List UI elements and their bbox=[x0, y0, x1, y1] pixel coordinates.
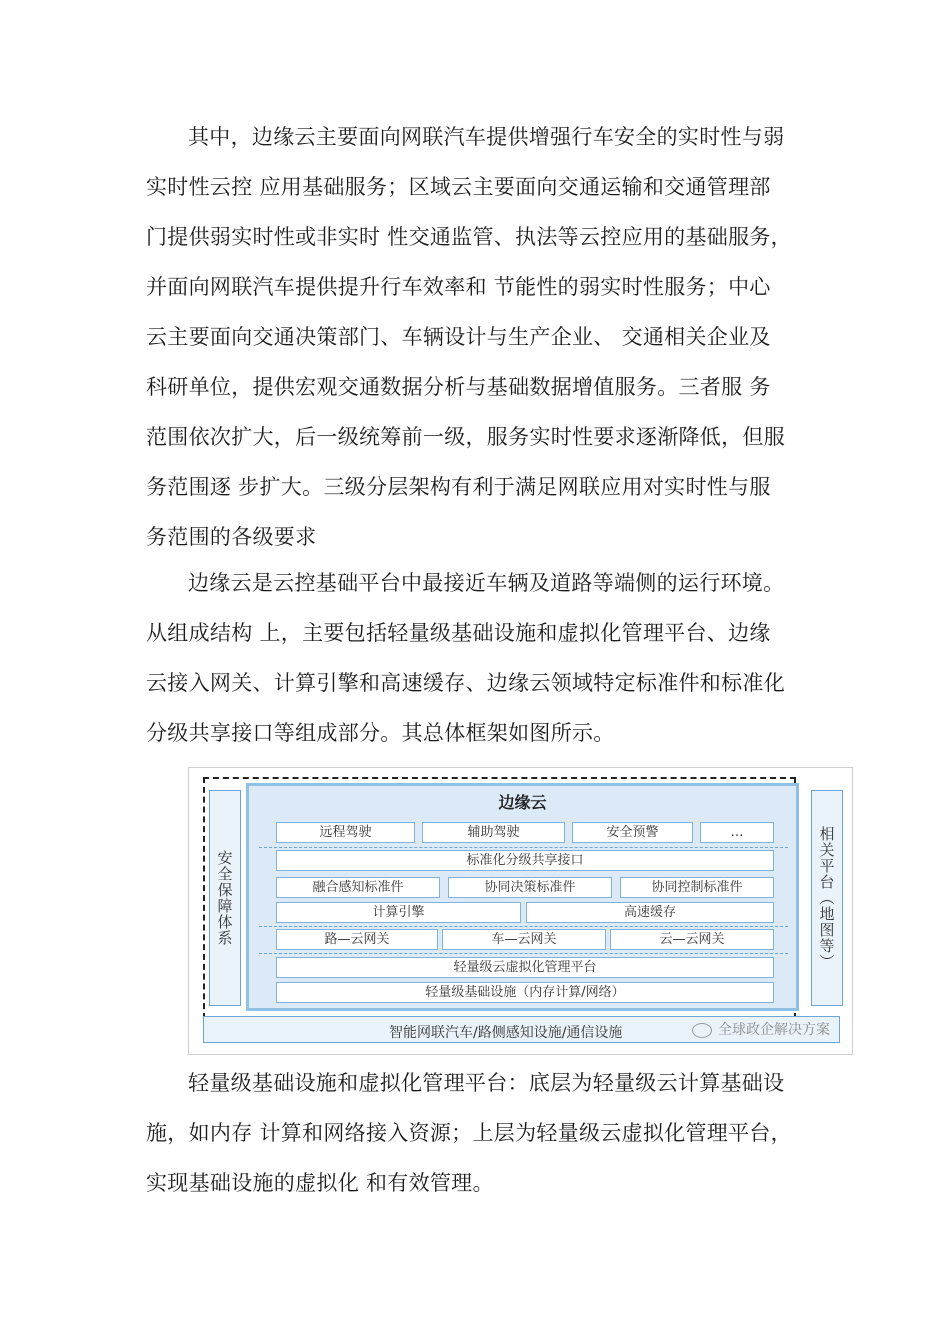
text-line: 范围依次扩大，后一级统筹前一级，服务实时性要求逐渐降低，但服 bbox=[146, 425, 785, 449]
paragraph-cloud-tiers bbox=[146, 112, 810, 562]
security-system-box bbox=[209, 790, 241, 1006]
standard-sharing-interface: 标准化分级共享接口 bbox=[276, 850, 774, 871]
text-line: 实现基础设施的虚拟化 和有效管理。 bbox=[146, 1171, 494, 1195]
layer-divider bbox=[259, 926, 788, 927]
text-line: 科研单位，提供宏观交通数据分析与基础数据增值服务。三者服 务 bbox=[146, 375, 771, 399]
related-platform-box bbox=[811, 790, 843, 1006]
app-safety-warning: 安全预警 bbox=[572, 822, 693, 843]
edge-cloud-framework-diagram bbox=[188, 767, 853, 1055]
text-line: 施，如内存 计算和网络接入资源；上层为轻量级云虚拟化管理平台， bbox=[146, 1121, 792, 1145]
app-assisted-driving: 辅助驾驶 bbox=[422, 822, 565, 843]
text-line: 云主要面向交通决策部门、车辆设计与生产企业、 交通相关企业及 bbox=[146, 325, 771, 349]
security-system-label: 安全保障体系 bbox=[215, 850, 234, 946]
vehicle-cloud-gateway: 车—云网关 bbox=[442, 929, 606, 950]
layer-divider bbox=[259, 953, 788, 954]
text-line: 轻量级基础设施和虚拟化管理平台：底层为轻量级云计算基础设 bbox=[188, 1071, 785, 1095]
text-line: 实时性云控 应用基础服务；区域云主要面向交通运输和交通管理部 bbox=[146, 175, 771, 199]
paragraph-infrastructure bbox=[146, 1058, 810, 1208]
text-line: 其中，边缘云主要面向网联汽车提供增强行车安全的实时性与弱 bbox=[188, 125, 785, 149]
text-line: 云接入网关、计算引擎和高速缓存、边缘云领域特定标准件和标准化 bbox=[146, 671, 785, 695]
text-line: 并面向网联汽车提供提升行车效率和 节能性的弱实时性服务；中心 bbox=[146, 275, 771, 299]
text-line: 边缘云是云控基础平台中最接近车辆及道路等端侧的运行环境。 bbox=[188, 571, 785, 595]
wechat-icon bbox=[692, 1023, 712, 1038]
paragraph-edge-cloud bbox=[146, 558, 810, 758]
text-line: 门提供弱实时性或非实时 性交通监管、执法等云控应用的基础服务， bbox=[146, 225, 792, 249]
fusion-perception-component: 融合感知标准件 bbox=[276, 877, 440, 898]
collaborative-decision-component: 协同决策标准件 bbox=[448, 877, 612, 898]
layer-divider bbox=[259, 847, 788, 848]
text-line: 分级共享接口等组成部分。其总体框架如图所示。 bbox=[146, 721, 615, 745]
related-platform-label: 相关平台（地图等） bbox=[817, 826, 836, 970]
high-speed-cache: 高速缓存 bbox=[526, 902, 774, 923]
cloud-cloud-gateway: 云—云网关 bbox=[610, 929, 774, 950]
lightweight-infrastructure: 轻量级基础设施（内存计算/网络） bbox=[276, 982, 774, 1003]
compute-engine: 计算引擎 bbox=[276, 902, 521, 923]
text-line: 从组成结构 上，主要包括轻量级基础设施和虚拟化管理平台、边缘 bbox=[146, 621, 771, 645]
diagram-title: 边缘云 bbox=[498, 793, 547, 812]
text-line: 务范围逐 步扩大。三级分层架构有利于满足网联应用对实时性与服 bbox=[146, 475, 771, 499]
text-line: 务范围的各级要求 bbox=[146, 525, 317, 549]
app-more: … bbox=[700, 822, 774, 843]
app-remote-driving: 远程驾驶 bbox=[276, 822, 415, 843]
terminal-layer-label: 智能网联汽车/路侧感知设施/通信设施 bbox=[389, 1025, 623, 1041]
watermark bbox=[692, 1019, 830, 1039]
watermark-text: 全球政企解决方案 bbox=[718, 1022, 830, 1038]
virtualization-management-platform: 轻量级云虚拟化管理平台 bbox=[276, 957, 774, 978]
terminal-layer-bar bbox=[203, 1016, 840, 1043]
road-cloud-gateway: 路—云网关 bbox=[276, 929, 438, 950]
collaborative-control-component: 协同控制标准件 bbox=[620, 877, 774, 898]
edge-cloud-box bbox=[246, 783, 799, 1011]
